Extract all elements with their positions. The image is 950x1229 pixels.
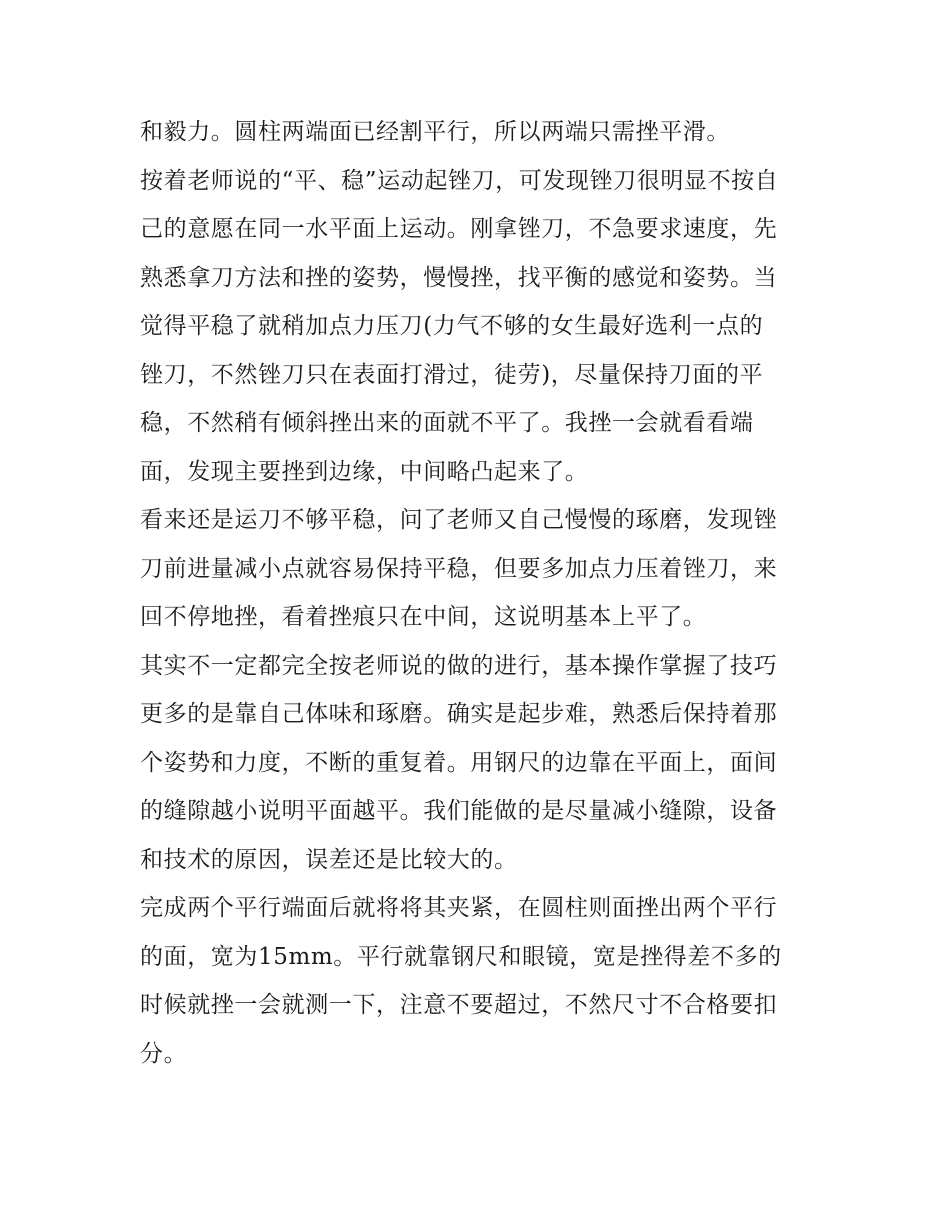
text-line: 刀前进量减小点就容易保持平稳，但要多加点力压着锉刀，来	[140, 555, 778, 582]
text-line: 回不停地挫，看着挫痕只在中间，这说明基本上平了。	[140, 604, 707, 630]
text-line: 分。	[140, 1040, 188, 1067]
text-line: 和技术的原因，误差还是比较大的。	[140, 846, 518, 873]
text-line: 按着老师说的“平、稳”运动起锉刀，可发现锉刀很明显不按自	[140, 167, 779, 194]
text-line: 看来还是运刀不够平稳，问了老师又自己慢慢的琢磨，发现锉	[140, 507, 778, 533]
text-line: 锉刀，不然锉刀只在表面打滑过，徒劳)，尽量保持刀面的平	[140, 361, 764, 388]
text-line: 熟悉拿刀方法和挫的姿势，慢慢挫，找平衡的感觉和姿势。当	[140, 264, 778, 291]
text-line: 的缝隙越小说明平面越平。我们能做的是尽量减小缝隙，设备	[140, 798, 778, 824]
text-line: 己的意愿在同一水平面上运动。刚拿锉刀，不急要求速度，先	[140, 216, 778, 242]
text-line: 时候就挫一会就测一下，注意不要超过，不然尺寸不合格要扣	[140, 992, 778, 1018]
text-line: 稳，不然稍有倾斜挫出来的面就不平了。我挫一会就看看端	[140, 410, 754, 436]
text-line: 的面，宽为15mm。平行就靠钢尺和眼镜，宽是挫得差不多的	[140, 943, 782, 970]
text-line: 更多的是靠自己体味和琢磨。确实是起步难，熟悉后保持着那	[140, 701, 778, 727]
text-line: 其实不一定都完全按老师说的做的进行，基本操作掌握了技巧	[140, 652, 778, 679]
text-line: 完成两个平行端面后就将将其夹紧，在圆柱则面挫出两个平行	[140, 895, 778, 921]
text-line: 个姿势和力度，不断的重复着。用钢尺的边靠在平面上，面间	[140, 749, 778, 776]
text-line: 觉得平稳了就稍加点力压刀(力气不够的女生最好选利一点的	[140, 313, 764, 339]
text-line: 和毅力。圆柱两端面已经割平行，所以两端只需挫平滑。	[140, 119, 730, 145]
body-text	[140, 108, 820, 1078]
text-line: 面，发现主要挫到边缘，中间略凸起来了。	[140, 458, 589, 485]
